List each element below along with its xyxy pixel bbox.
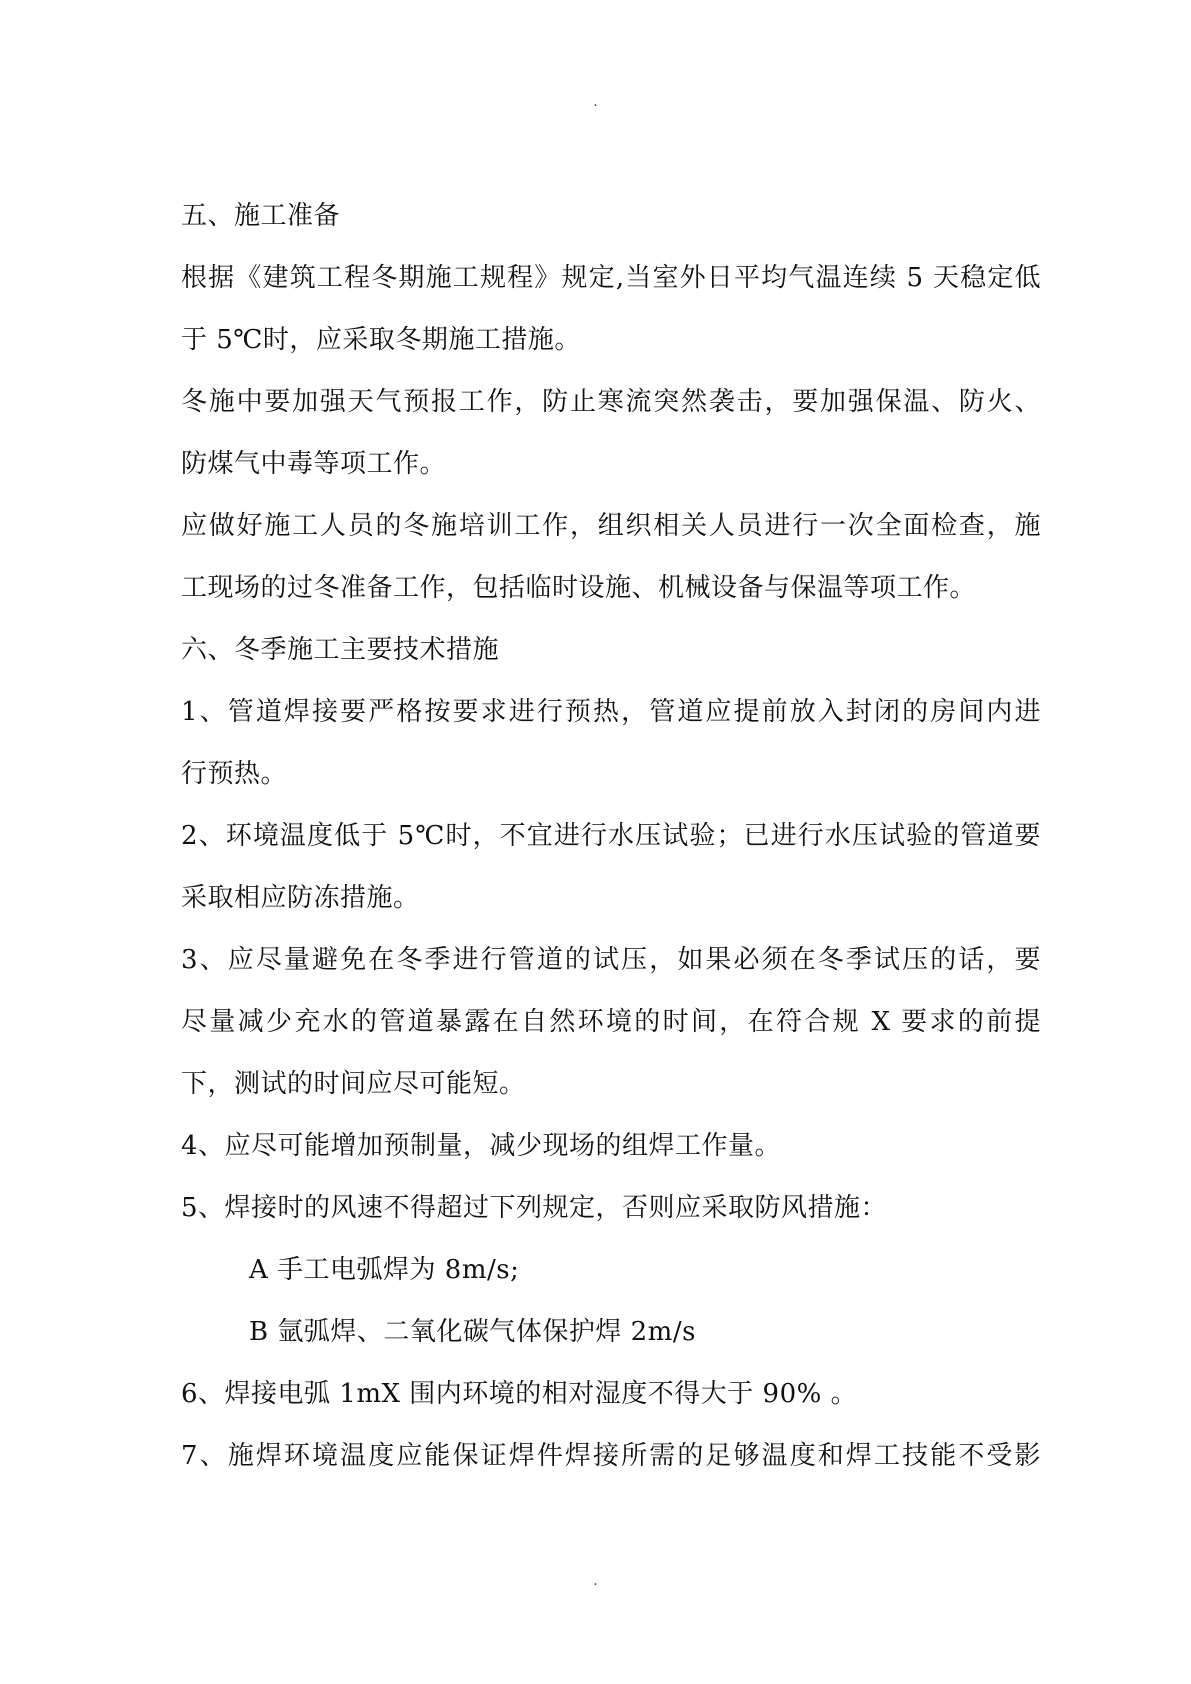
paragraph-line: 工现场的过冬准备工作，包括临时设施、机械设备与保温等项工作。 (181, 573, 977, 603)
paragraph-line: 防煤气中毒等项工作。 (181, 449, 447, 479)
list-item-4: 4、应尽可能增加预制量，减少现场的组焊工作量。 (181, 1131, 782, 1161)
list-item-1-continued: 行预热。 (181, 759, 288, 789)
list-item-3-continued: 下，测试的时间应尽可能短。 (181, 1069, 526, 1099)
page-bottom-mark: . (593, 1573, 598, 1589)
page-top-mark: . (593, 94, 598, 110)
paragraph-line: 根据《建筑工程冬期施工规程》规定,当室外日平均气温连续 5 天稳定低 (181, 263, 1041, 293)
paragraph-line: 应做好施工人员的冬施培训工作，组织相关人员进行一次全面检查，施 (181, 511, 1041, 541)
paragraph-line: 于 5℃时，应采取冬期施工措施。 (181, 325, 581, 355)
list-item-3: 3、应尽量避免在冬季进行管道的试压，如果必须在冬季试压的话，要 (181, 945, 1041, 975)
list-item-3-continued: 尽量减少充水的管道暴露在自然环境的时间，在符合规 X 要求的前提 (181, 1007, 1041, 1037)
list-item-2-continued: 采取相应防冻措施。 (181, 883, 420, 913)
list-item-6: 6、焊接电弧 1mX 围内环境的相对湿度不得大于 90% 。 (181, 1379, 858, 1409)
document-body (181, 185, 1041, 1487)
section-heading-winter-measures: 六、冬季施工主要技术措施 (181, 635, 500, 665)
sub-item-a: A 手工电弧焊为 8m/s; (249, 1255, 520, 1285)
list-item-7: 7、施焊环境温度应能保证焊件焊接所需的足够温度和焊工技能不受影 (181, 1441, 1041, 1471)
list-item-5: 5、焊接时的风速不得超过下列规定，否则应采取防风措施： (181, 1193, 888, 1223)
paragraph-line: 冬施中要加强天气预报工作，防止寒流突然袭击，要加强保温、防火、 (181, 387, 1041, 417)
list-item-2: 2、环境温度低于 5℃时，不宜进行水压试验；已进行水压试验的管道要 (181, 821, 1041, 851)
sub-item-b: B 氩弧焊、二氧化碳气体保护焊 2m/s (249, 1317, 696, 1347)
section-heading-preparation: 五、施工准备 (181, 201, 341, 231)
list-item-1: 1、管道焊接要严格按要求进行预热，管道应提前放入封闭的房间内进 (181, 697, 1041, 727)
